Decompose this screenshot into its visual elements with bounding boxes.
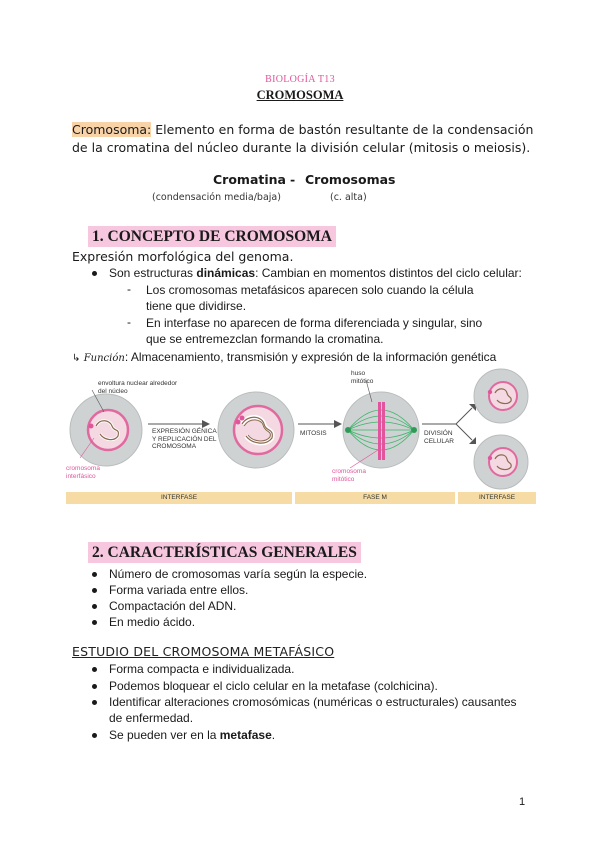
- comparison-right: Cromosomas: [305, 172, 396, 187]
- function-label: Función: [83, 353, 125, 364]
- item4-suffix: .: [271, 728, 276, 742]
- nucleus: [234, 406, 282, 454]
- arrow-head: [202, 420, 210, 428]
- nucleus: [489, 382, 517, 410]
- definition-text: Elemento en forma de bastón resultante de la condensación de la cromatina del núcleo durante la división celular (mitosis o meiosis).: [72, 122, 534, 155]
- dash-marker: -: [127, 282, 131, 296]
- phase-bar-interfase: INTERFASE: [66, 492, 292, 504]
- list-item: Compactación del ADN.: [109, 599, 237, 613]
- definition: [72, 121, 542, 157]
- chromatid: [378, 402, 381, 460]
- bullet-marker: [92, 733, 97, 738]
- dash2-line2: que se entremezclan formando la cromatina.: [146, 332, 384, 346]
- section2-heading: 2. CARACTERÍSTICAS GENERALES: [88, 542, 361, 563]
- label-expression: EXPRESIÓN GÉNICA Y REPLICACIÓN DEL CROMOSOMA: [152, 428, 217, 450]
- dash1-line2: tiene que dividirse.: [146, 299, 247, 313]
- section1-subheading: Expresión morfológica del genoma.: [72, 249, 294, 264]
- comparison-left: Cromatina: [213, 172, 286, 187]
- page-title: CROMOSOMA: [256, 88, 344, 102]
- function-line: [72, 349, 496, 368]
- bullet-marker: [92, 620, 97, 625]
- section1-heading: 1. CONCEPTO DE CROMOSOMA: [88, 226, 336, 247]
- nucleus: [88, 410, 128, 450]
- function-text: : Almacenamiento, transmisión y expresión de la información genética: [124, 350, 497, 364]
- dash2-line1: En interfase no aparecen de forma diferenciada y singular, sino: [146, 316, 483, 330]
- list-item: En medio ácido.: [109, 615, 196, 629]
- centromere-dot: [488, 390, 492, 394]
- phase-bar-m: FASE M: [295, 492, 455, 504]
- phase-bar-interfase: INTERFASE: [458, 492, 536, 504]
- study-title: ESTUDIO DEL CROMOSOMA METAFÁSICO: [72, 644, 335, 659]
- comparison-right-note: (c. alta): [330, 192, 367, 203]
- dash1-line1: Los cromosomas metafásicos aparecen solo cuando la célula: [146, 283, 474, 297]
- item4-prefix: Se pueden ver en la: [109, 728, 220, 742]
- section1-bullet: [109, 265, 522, 282]
- label-spindle: huso mitótico: [351, 370, 374, 385]
- nucleus: [489, 448, 517, 476]
- list-item: Forma variada entre ellos.: [109, 583, 249, 597]
- bullet-marker: [92, 572, 97, 577]
- centromere-dot: [89, 424, 94, 429]
- arrow-head: [334, 420, 342, 428]
- centromere-dot: [236, 420, 241, 425]
- centromere-dot: [488, 456, 492, 460]
- label-mitotic-chromosome: cromosoma mitótico: [332, 468, 366, 483]
- arrow-line: [456, 408, 472, 424]
- bullet-marker: [92, 700, 97, 705]
- list-item: Podemos bloquear el ciclo celular en la metafase (colchicina).: [109, 679, 438, 693]
- bullet-marker: [92, 667, 97, 672]
- bullet-marker: [92, 684, 97, 689]
- hook-arrow-icon: ↳: [72, 353, 81, 364]
- centrosome: [345, 427, 351, 433]
- bullet-marker: [92, 588, 97, 593]
- chromatid: [382, 402, 385, 460]
- comparison-left-note: (condensación media/baja): [152, 192, 281, 203]
- list-item: Forma compacta e individualizada.: [109, 662, 295, 676]
- label-envelope: envoltura nuclear alrededor del núcleo: [98, 380, 178, 395]
- list-item: Identificar alteraciones cromosómicas (numéricas o estructurales) causantes: [109, 695, 517, 709]
- subject-label: BIOLOGÍA T13: [265, 74, 335, 85]
- bullet-marker: [92, 271, 97, 276]
- bullet-marker: [92, 604, 97, 609]
- bullet-prefix: Son estructuras: [109, 266, 197, 280]
- list-item: [109, 727, 275, 744]
- page-number: 1: [519, 796, 526, 808]
- label-division: DIVISIÓN CELULAR: [424, 430, 454, 445]
- dash-marker: -: [127, 315, 131, 329]
- centromere-dot: [240, 416, 245, 421]
- definition-term: Cromosoma:: [72, 122, 152, 137]
- list-item-continued: de enfermedad.: [109, 711, 194, 725]
- bullet-rest: : Cambian en momentos distintos del ciclo celular:: [255, 266, 522, 280]
- cell-cycle-figure: [66, 368, 536, 506]
- list-item: Número de cromosomas varía según la especie.: [109, 567, 368, 581]
- item4-bold: metafase: [219, 728, 272, 742]
- label-interphase-chromosome: cromosoma interfásico: [66, 465, 100, 480]
- bullet-bold: dinámicas: [196, 266, 256, 280]
- comparison-sep: -: [290, 172, 296, 187]
- centrosome: [411, 427, 417, 433]
- label-mitosis: MITOSIS: [300, 430, 327, 437]
